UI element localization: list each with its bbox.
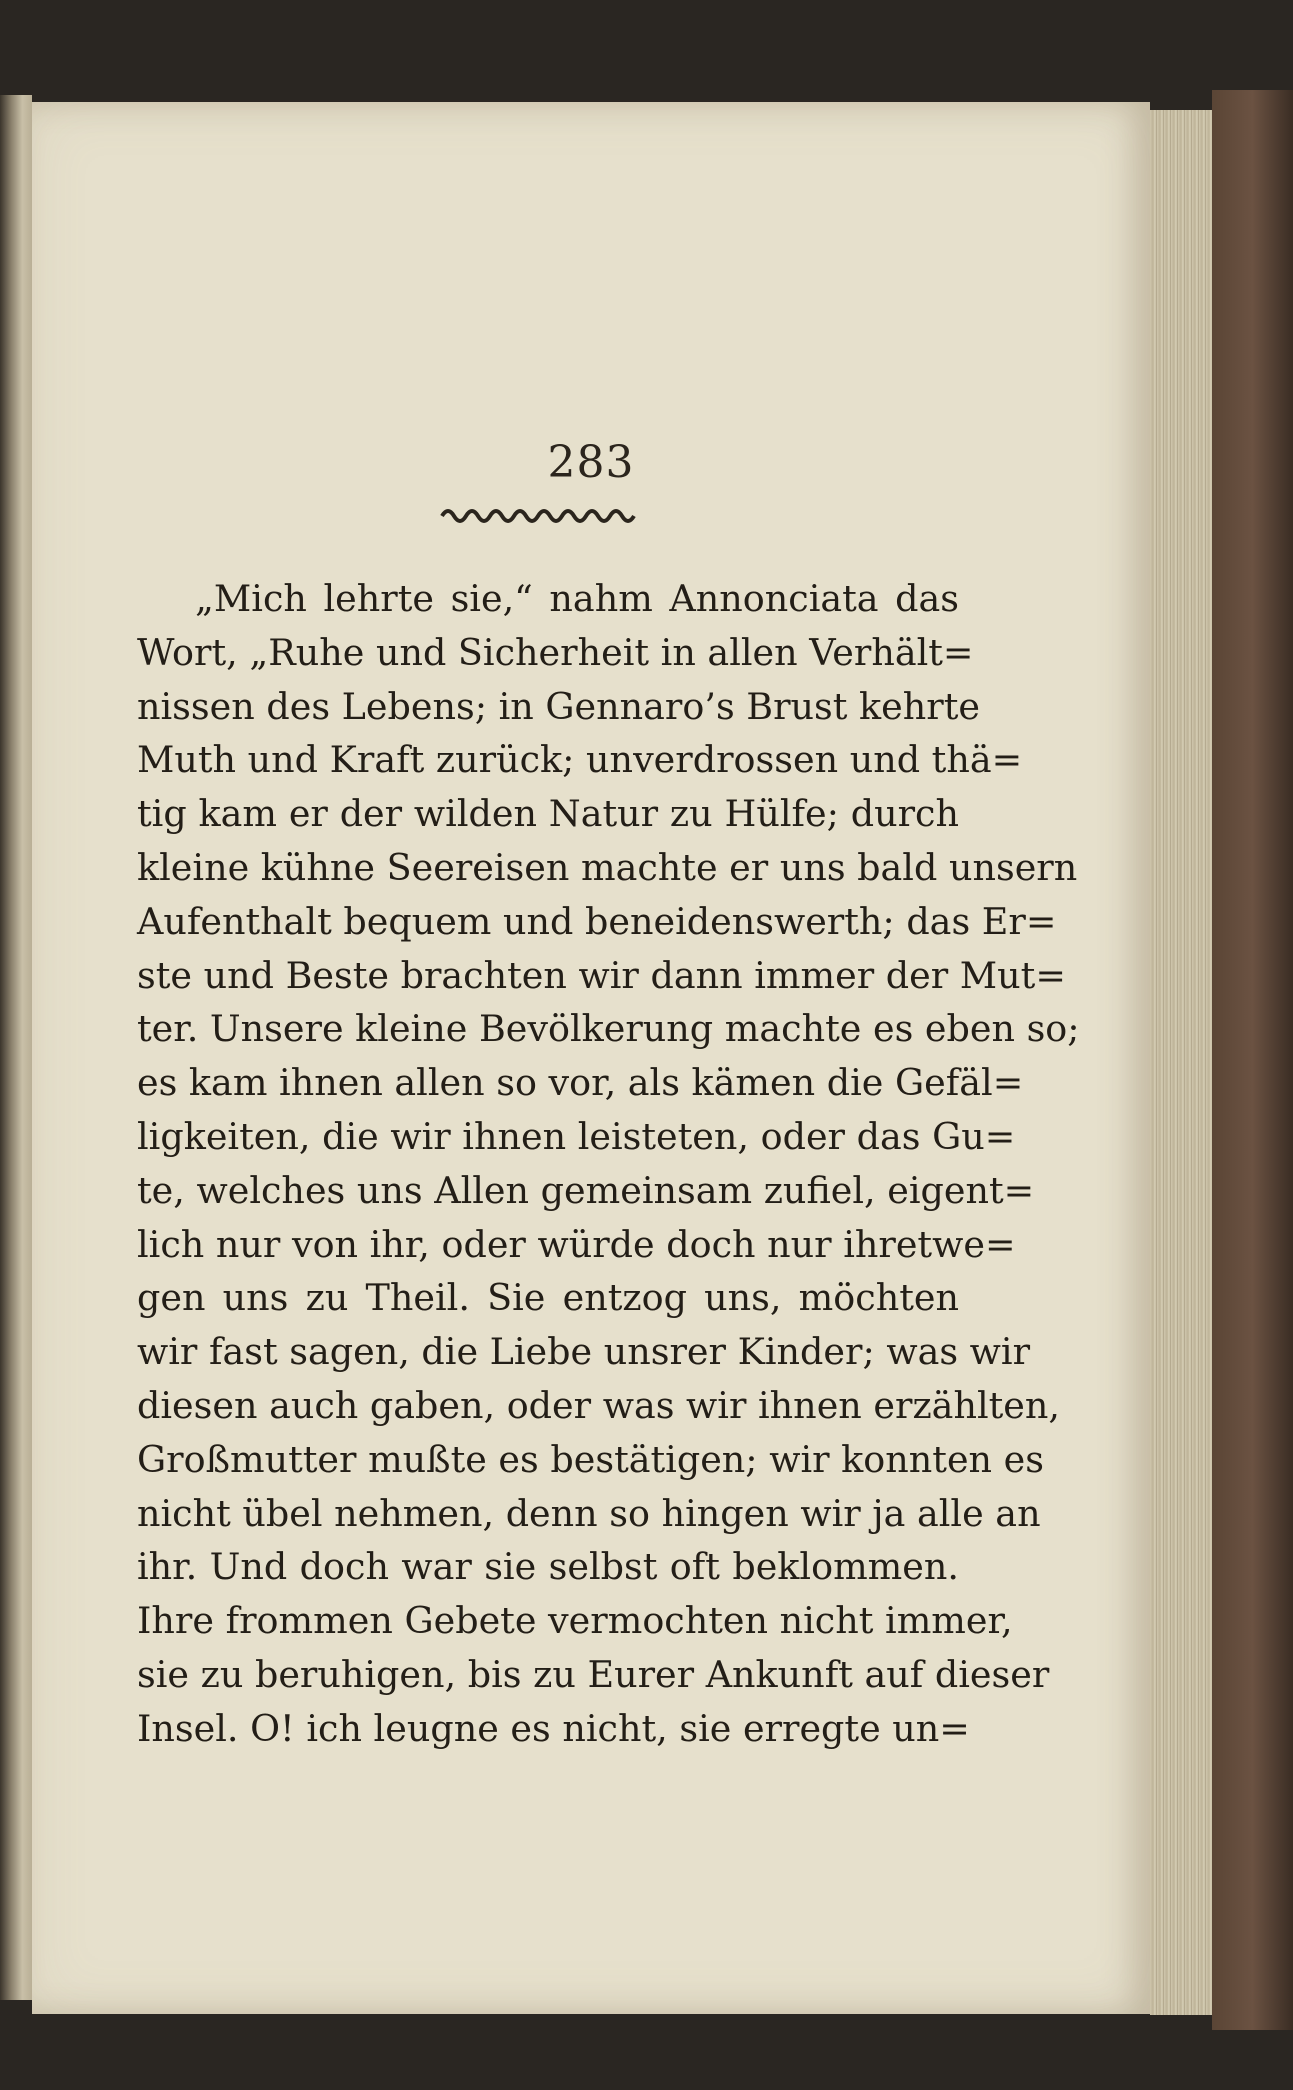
page-number: 283 xyxy=(547,437,635,488)
text-line: lich nur von ihr, oder würde doch nur ihretwe= xyxy=(137,1222,1016,1266)
text-line: ste und Beste brachten wir dann immer der Mut= xyxy=(137,953,1066,997)
text-line: Aufenthalt bequem und beneidenswerth; das Er= xyxy=(137,899,1057,943)
text-line: „Mich lehrte sie,“ nahm Annonciata das xyxy=(195,577,959,620)
wave-ornament-icon xyxy=(442,502,642,524)
text-line: ligkeiten, die wir ihnen leisteten, oder das Gu= xyxy=(137,1114,1016,1158)
text-line: gen uns zu Theil. Sie entzog uns, möchten xyxy=(137,1276,959,1320)
text-line: Muth und Kraft zurück; unverdrossen und thä= xyxy=(137,738,1023,782)
text-line: wir fast sagen, die Liebe unsrer Kinder; was wir xyxy=(137,1330,1031,1374)
book-cover-edge xyxy=(1212,90,1293,2030)
text-line: es kam ihnen allen so vor, als kämen die Gefäl= xyxy=(137,1061,1024,1105)
book-page xyxy=(32,102,1150,2014)
text-line: tig kam er der wilden Natur zu Hülfe; durch xyxy=(137,792,959,836)
text-line: sie zu beruhigen, bis zu Eurer Ankunft auf dieser xyxy=(137,1652,1050,1696)
text-line: diesen auch gaben, oder was wir ihnen erzählten, xyxy=(137,1383,1060,1427)
text-line: Großmutter mußte es bestätigen; wir konnten es xyxy=(137,1437,1044,1481)
page-stack-edge xyxy=(1150,110,1212,2015)
text-line: Insel. O! ich leugne es nicht, sie erregte un= xyxy=(137,1706,970,1750)
text-line: Ihre frommen Gebete vermochten nicht immer, xyxy=(137,1599,1013,1643)
text-line: nicht übel nehmen, denn so hingen wir ja alle an xyxy=(137,1491,1041,1535)
text-line: Wort, „Ruhe und Sicherheit in allen Verhält= xyxy=(137,630,974,674)
text-line: te, welches uns Allen gemeinsam zufiel, eigent= xyxy=(137,1168,1035,1212)
text-line: ter. Unsere kleine Bevölkerung machte es eben so; xyxy=(137,1007,1080,1051)
text-line: ihr. Und doch war sie selbst oft beklommen. xyxy=(137,1545,959,1589)
text-line: kleine kühne Seereisen machte er uns bald unsern xyxy=(137,845,1078,889)
text-line: nissen des Lebens; in Gennaro’s Brust kehrte xyxy=(137,684,980,728)
previous-page-edge xyxy=(0,95,32,2000)
body-text xyxy=(137,572,1080,1756)
